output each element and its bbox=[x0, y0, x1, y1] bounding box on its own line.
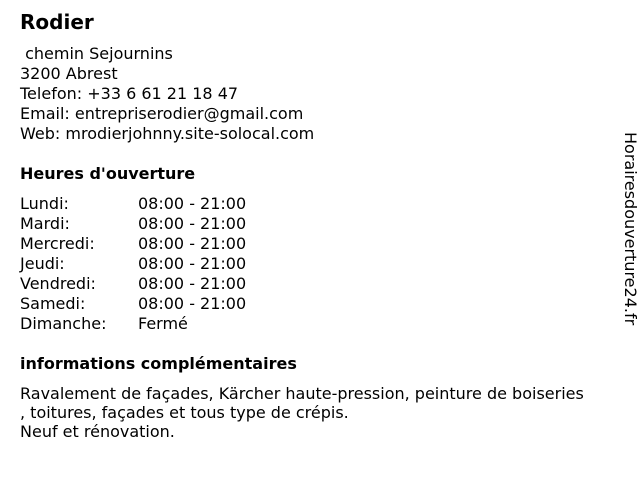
street-address: chemin Sejournins bbox=[20, 44, 173, 63]
city-address: 3200 Abrest bbox=[20, 64, 118, 83]
website-link[interactable]: mrodierjohnny.site-solocal.com bbox=[65, 124, 315, 143]
day-hours: 08:00 - 21:00 bbox=[138, 234, 247, 253]
site-watermark: Horairesdouverture24.fr bbox=[621, 132, 640, 326]
opening-hours-list bbox=[20, 194, 246, 334]
hours-row-lundi bbox=[20, 194, 246, 214]
day-label: Vendredi: bbox=[20, 274, 96, 293]
day-hours: 08:00 - 21:00 bbox=[138, 214, 247, 233]
day-hours: 08:00 - 21:00 bbox=[138, 274, 247, 293]
day-hours: 08:00 - 21:00 bbox=[138, 294, 247, 313]
email-line bbox=[20, 104, 314, 124]
hours-row-mardi bbox=[20, 214, 246, 234]
email-label: Email: bbox=[20, 104, 70, 123]
info-line: Ravalement de façades, Kärcher haute-pression, peinture de boiseries bbox=[20, 384, 584, 403]
contact-block bbox=[20, 44, 314, 144]
phone-label: Telefon: bbox=[20, 84, 83, 103]
day-label: Mercredi: bbox=[20, 234, 95, 253]
day-hours: 08:00 - 21:00 bbox=[138, 254, 247, 273]
day-label: Lundi: bbox=[20, 194, 69, 213]
day-label: Samedi: bbox=[20, 294, 86, 313]
email-address[interactable]: entrepriserodier@gmail.com bbox=[74, 104, 304, 123]
web-label: Web: bbox=[20, 124, 61, 143]
day-hours: 08:00 - 21:00 bbox=[138, 194, 247, 213]
phone-number[interactable]: +33 6 61 21 18 47 bbox=[87, 84, 239, 103]
hours-row-vendredi bbox=[20, 274, 246, 294]
info-text bbox=[20, 384, 632, 441]
hours-row-dimanche bbox=[20, 314, 246, 334]
phone-line bbox=[20, 84, 314, 104]
day-label: Mardi: bbox=[20, 214, 70, 233]
hours-row-mercredi bbox=[20, 234, 246, 254]
hours-heading: Heures d'ouverture bbox=[20, 164, 196, 183]
business-name: Rodier bbox=[20, 10, 94, 34]
hours-row-jeudi bbox=[20, 254, 246, 274]
day-label: Jeudi: bbox=[20, 254, 65, 273]
info-line: Neuf et rénovation. bbox=[20, 422, 175, 441]
web-line bbox=[20, 124, 314, 144]
day-hours: Fermé bbox=[138, 314, 188, 333]
info-heading: informations complémentaires bbox=[20, 354, 297, 373]
hours-row-samedi bbox=[20, 294, 246, 314]
day-label: Dimanche: bbox=[20, 314, 107, 333]
info-line: , toitures, façades et tous type de crépis. bbox=[20, 403, 349, 422]
